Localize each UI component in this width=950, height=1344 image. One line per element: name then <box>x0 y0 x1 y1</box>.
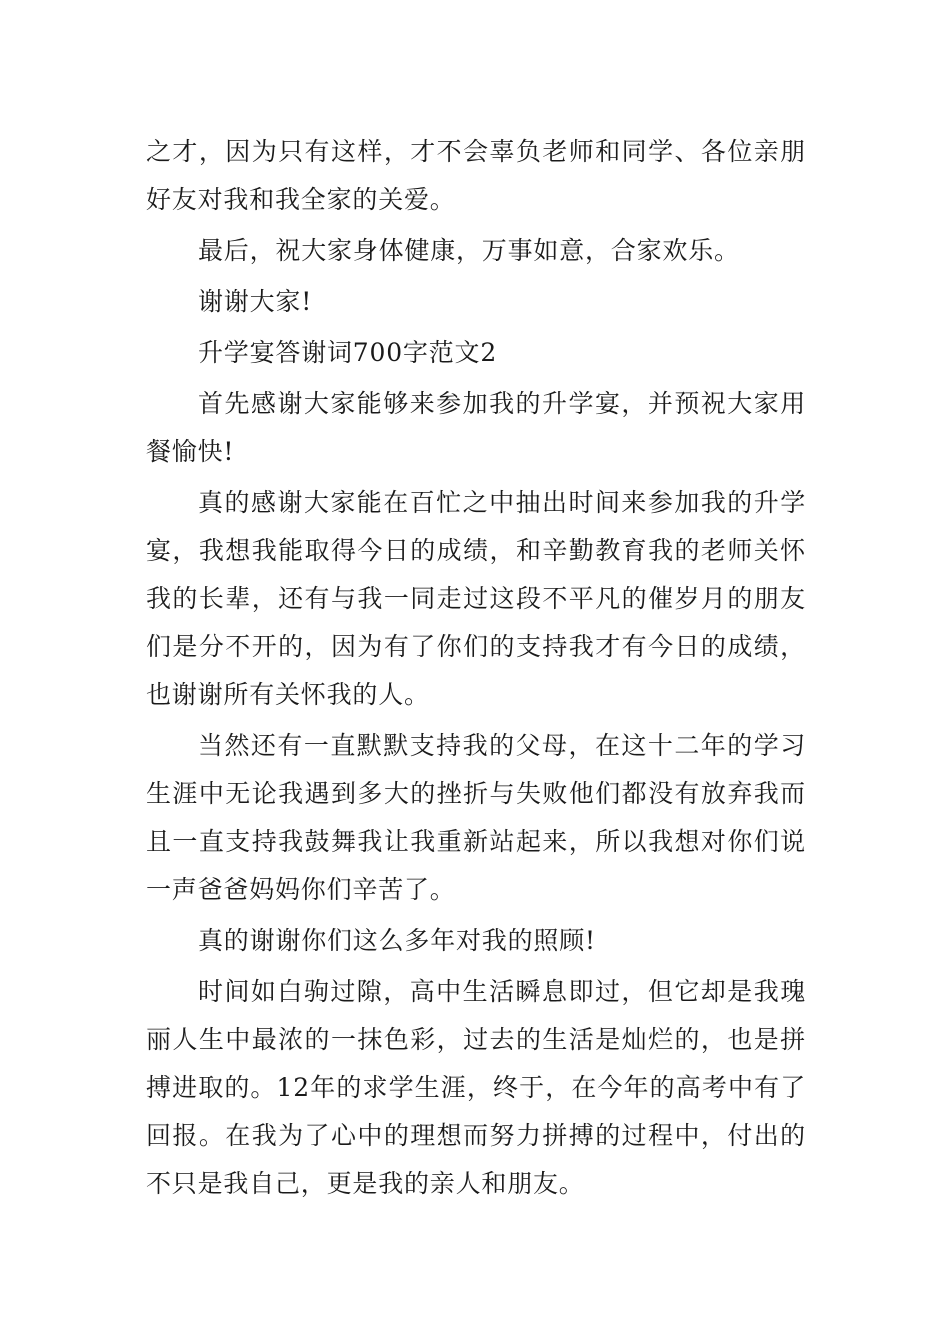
paragraph: 当然还有一直默默支持我的父母，在这十二年的学习生涯中无论我遇到多大的挫折与失败他们都没有放弃我而且一直支持我鼓舞我让我重新站起来，所以我想对你们说一声爸爸妈妈你们辛苦了。 <box>146 731 806 904</box>
paragraph: 真的感谢大家能在百忙之中抽出时间来参加我的升学宴，我想我能取得今日的成绩，和辛勤教育我的老师关怀我的长辈，还有与我一同走过这段不平凡的催岁月的朋友们是分不开的，因为有了你们的支持我才有今日的成绩，也谢谢所有关怀我的人。 <box>146 488 806 709</box>
paragraph: 真的谢谢你们这么多年对我的照顾! <box>198 926 596 955</box>
paragraph: 之才，因为只有这样，才不会辜负老师和同学、各位亲朋好友对我和我全家的关爱。 <box>146 137 806 214</box>
paragraph: 最后，祝大家身体健康，万事如意，合家欢乐。 <box>198 236 740 265</box>
paragraph: 时间如白驹过隙，高中生活瞬息即过，但它却是我瑰丽人生中最浓的一抹色彩，过去的生活是灿烂的，也是拼搏进取的。12年的求学生涯，终于，在今年的高考中有了回报。在我为了心中的理想而努力拼搏的过程中，付出的不只是我自己，更是我的亲人和朋友。 <box>146 977 806 1198</box>
document-body <box>146 128 806 1211</box>
paragraph: 谢谢大家! <box>198 287 313 316</box>
section-heading: 升学宴答谢词700字范文2 <box>198 338 498 367</box>
paragraph: 首先感谢大家能够来参加我的升学宴，并预祝大家用餐愉快! <box>146 389 806 466</box>
